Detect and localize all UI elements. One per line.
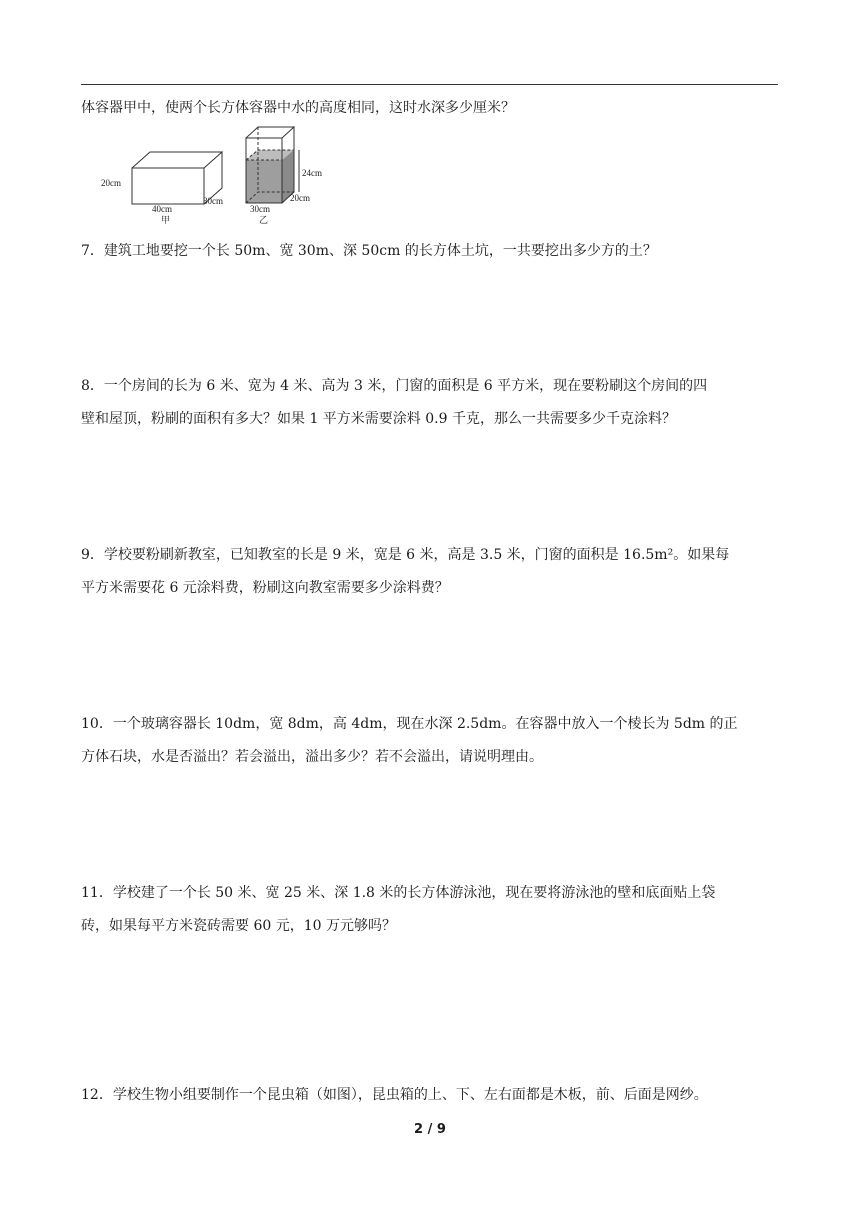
question-11-line-1: 11．学校建了一个长 50 米、宽 25 米、深 1.8 米的长方体游泳池，现在要将游泳池的壁和底面贴上袋 — [81, 885, 716, 901]
container-b-length-label: 30cm — [250, 204, 270, 214]
container-a-length-label: 40cm — [152, 204, 172, 214]
container-figure — [96, 120, 346, 225]
container-b-name: 乙 — [259, 215, 269, 225]
container-a-height-label: 20cm — [101, 178, 121, 188]
container-a-name: 甲 — [161, 215, 171, 225]
continued-question-text: 体容器甲中，使两个长方体容器中水的高度相同，这时水深多少厘米？ — [81, 100, 515, 116]
container-b-width-label: 20cm — [290, 193, 310, 203]
question-7-line-1: 7．建筑工地要挖一个长 50m、宽 30m、深 50cm 的长方体土坑，一共要挖出多少方的土？ — [81, 243, 657, 259]
question-12-line-1: 12．学校生物小组要制作一个昆虫箱（如图），昆虫箱的上、下、左右面都是木板，前、后面是网纱。 — [81, 1087, 708, 1103]
header-rule — [81, 84, 778, 85]
question-9-line-2: 平方米需要花 6 元涂料费，粉刷这向教室需要多少涂料费？ — [81, 580, 449, 596]
question-9-line-1: 9．学校要粉刷新教室，已知教室的长是 9 米，宽是 6 米，高是 3.5 米，门窗的面积是 16.5m²。如果每 — [81, 547, 730, 563]
container-b-water-height-label: 24cm — [302, 168, 322, 178]
question-8-line-2: 壁和屋顶，粉刷的面积有多大？如果 1 平方米需要涂料 0.9 千克，那么一共需要多少千克涂料？ — [81, 411, 676, 427]
container-b-water — [246, 160, 282, 203]
question-10-line-2: 方体石块，水是否溢出？若会溢出，溢出多少？若不会溢出，请说明理由。 — [81, 749, 543, 765]
container-a-width-label: 30cm — [203, 196, 223, 206]
page-number: 2 / 9 — [414, 1122, 446, 1137]
question-11-line-2: 砖，如果每平方米瓷砖需要 60 元，10 万元够吗？ — [81, 918, 396, 934]
question-10-line-1: 10．一个玻璃容器长 10dm，宽 8dm，高 4dm，现在水深 2.5dm。在容器中放入一个棱长为 5dm 的正 — [81, 716, 738, 732]
question-8-line-1: 8．一个房间的长为 6 米、宽为 4 米、高为 3 米，门窗的面积是 6 平方米，现在要粉刷这个房间的四 — [81, 378, 708, 394]
